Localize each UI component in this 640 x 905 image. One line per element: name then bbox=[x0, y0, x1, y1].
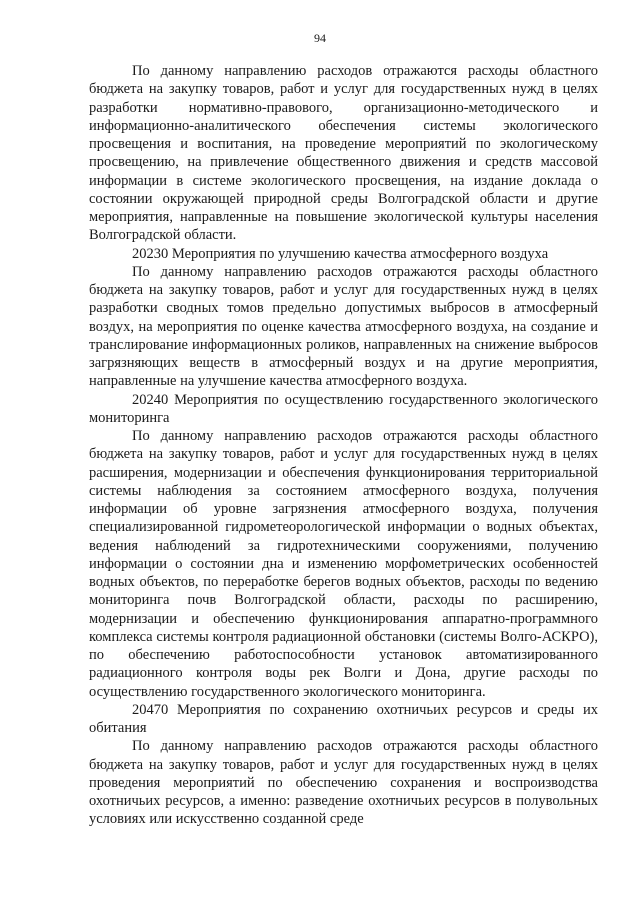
page-content bbox=[89, 62, 598, 829]
heading-20230: 20230 Мероприятия по улучшению качества атмосферного воздуха bbox=[132, 245, 549, 262]
paragraph-environmental-education: По данному направлению расходов отражаются расходы областного бюджета на закупку товаров, работ и услуг для государственных нужд в целях разработки нормативно-правового, организационно-методического и информационно-аналитического обеспечения системы экологического просвещения и воспитания, на проведение мероприятий по экологическому просвещению, на привлечение общественного движения и средств массовой информации в системе экологического просвещения, на издание доклада о состоянии окружающей природной среды Волгоградской области и другие мероприятия, направленные на повышение экологической культуры населения Волгоградской области. bbox=[89, 63, 598, 244]
heading-20240: 20240 Мероприятия по осуществлению государственного экологического мониторинга bbox=[89, 391, 598, 426]
paragraph-air-quality: По данному направлению расходов отражаются расходы областного бюджета на закупку товаров, работ и услуг для государственных нужд в целях разработки сводных томов предельно допустимых выбросов в атмосферный воздух, на мероприятия по оценке качества атмосферного воздуха, на создание и транслирование информационных роликов, направленных на снижение выбросов загрязняющих веществ в атмосферный воздух и на другие мероприятия, направленные на улучшение качества атмосферного воздуха. bbox=[89, 263, 598, 390]
heading-20470: 20470 Мероприятия по сохранению охотничьих ресурсов и среды их обитания bbox=[89, 701, 598, 736]
page-number: 94 bbox=[314, 31, 326, 45]
paragraph-hunting-resources: По данному направлению расходов отражаются расходы областного бюджета на закупку товаров, работ и услуг для государственных нужд в целях проведения мероприятий по обеспечению сохранения и воспроизводства охотничьих ресурсов, а именно: разведение охотничьих ресурсов в полувольных условиях или искусственно созданной среде bbox=[89, 738, 598, 828]
paragraph-ecological-monitoring: По данному направлению расходов отражаются расходы областного бюджета на закупку товаров, работ и услуг для государственных нужд в целях расширения, модернизации и обеспечения функционирования территориальной системы наблюдения за состоянием атмосферного воздуха, получения информации об уровне загрязнения атмосферного воздуха, получения специализированной гидрометеорологической информации о водных объектах, ведения наблюдений за гидротехническими сооружениями, получению информации о состоянии дна и изменению морфометрических особенностей водных объектов, по переработке берегов водных объектов, расходы по ведению мониторинга почв Волгоградской области, расходы по расширению, модернизации и обеспечению функционирования аппаратно-программного комплекса системы контроля радиационной обстановки (системы Волго-АСКРО), по обеспечению работоспособности установок автоматизированного радиационного контроля воды рек Волги и Дона, другие расходы по осуществлению государственного экологического мониторинга. bbox=[89, 428, 598, 700]
